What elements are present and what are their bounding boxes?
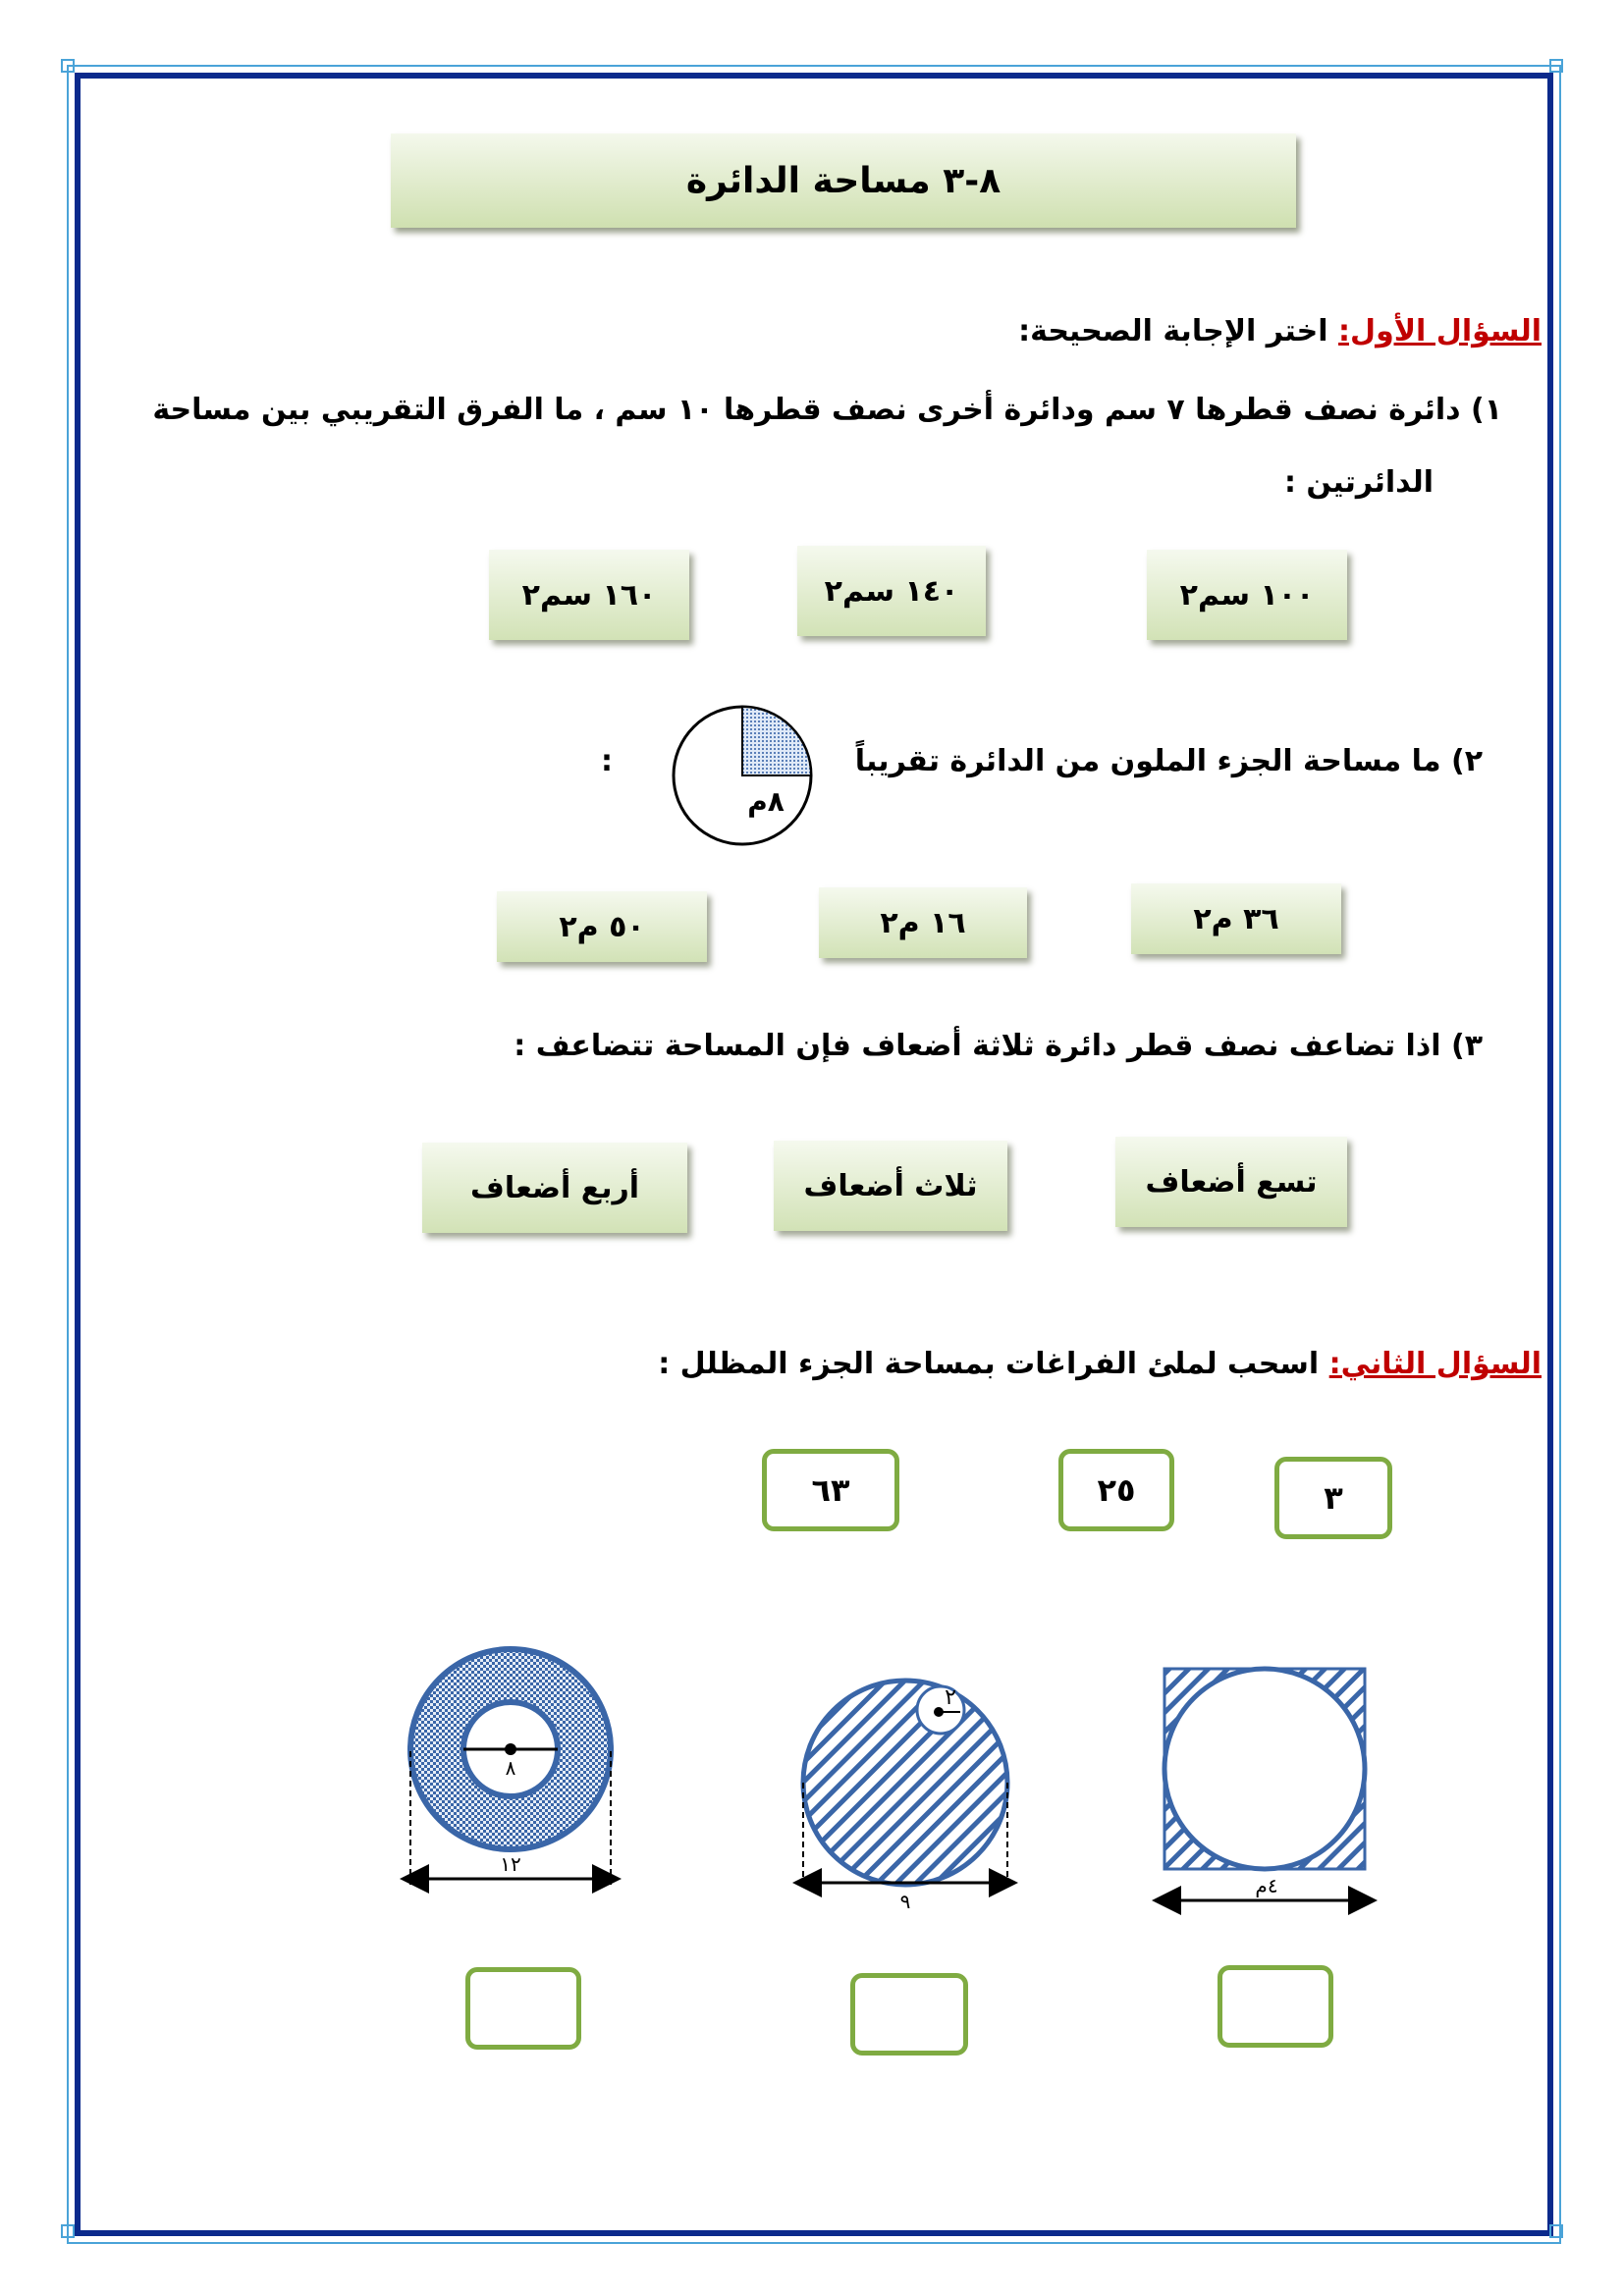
item-2-option-b[interactable]: ١٦ م٢ bbox=[819, 887, 1027, 958]
item-2-option-c[interactable]: ٥٠ م٢ bbox=[497, 891, 707, 962]
item-3-option-c[interactable]: أربع أضعاف bbox=[422, 1143, 687, 1233]
circle-dimension-label: ٩ bbox=[899, 1890, 911, 1913]
corner-ornament bbox=[61, 59, 75, 73]
item-2-option-a[interactable]: ٣٦ م٢ bbox=[1131, 883, 1341, 954]
question-2-header bbox=[658, 1347, 1542, 1381]
ring-dimension-label: ١٢ bbox=[500, 1852, 521, 1876]
item-1-text-cont: الدائرتين : bbox=[1283, 465, 1434, 500]
page-title: ٨-٣ مساحة الدائرة bbox=[685, 160, 1001, 201]
hatched-circle bbox=[803, 1681, 1007, 1885]
inner-diameter-label: ٨ bbox=[505, 1756, 516, 1780]
title-banner bbox=[391, 133, 1296, 228]
item-2-colon: : bbox=[601, 744, 613, 778]
shaded-figures bbox=[0, 1629, 1624, 1944]
answer-box-circle[interactable] bbox=[850, 1973, 968, 2056]
quarter-circle-figure bbox=[664, 697, 821, 854]
answer-box-square[interactable] bbox=[1218, 1965, 1333, 2048]
item-1-option-b[interactable]: ١٤٠ سم٢ bbox=[797, 546, 986, 636]
drag-value-25[interactable]: ٢٥ bbox=[1058, 1449, 1174, 1531]
answer-box-ring[interactable] bbox=[465, 1967, 581, 2050]
corner-ornament bbox=[61, 2224, 75, 2238]
inscribed-circle bbox=[1164, 1669, 1365, 1869]
square-dimension-label: ٤م bbox=[1255, 1874, 1278, 1897]
question-1-label: السؤال الأول: bbox=[1338, 314, 1542, 348]
figure-hatched-circle bbox=[803, 1681, 1007, 1913]
question-2-label: السؤال الثاني: bbox=[1328, 1347, 1542, 1381]
drag-value-63[interactable]: ٦٣ bbox=[762, 1449, 899, 1531]
question-2-instruction: اسحب لملئ الفراغات بمساحة الجزء المظلل : bbox=[658, 1347, 1320, 1381]
question-1-instruction: اختر الإجابة الصحيحة: bbox=[1018, 314, 1328, 348]
small-radius-label: ٢ bbox=[945, 1685, 956, 1710]
item-2-text: ٢) ما مساحة الجزء الملون من الدائرة تقريباً bbox=[854, 744, 1483, 778]
item-3-text: ٣) اذا تضاعف نصف قطر دائرة ثلاثة أضعاف فإن المساحة تتضاعف : bbox=[514, 1029, 1483, 1063]
corner-ornament bbox=[1549, 2224, 1563, 2238]
figure-ring bbox=[410, 1649, 611, 1885]
item-1-option-a[interactable]: ١٠٠ سم٢ bbox=[1147, 550, 1347, 640]
shaded-quarter bbox=[742, 707, 811, 775]
item-3-option-a[interactable]: تسع أضعاف bbox=[1115, 1137, 1347, 1227]
figure-square-circle bbox=[1164, 1669, 1365, 1900]
item-1-option-c[interactable]: ١٦٠ سم٢ bbox=[489, 550, 689, 640]
item-3-option-b[interactable]: ثلاث أضعاف bbox=[774, 1141, 1007, 1231]
corner-ornament bbox=[1549, 59, 1563, 73]
item-1-text: ١) دائرة نصف قطرها ٧ سم ودائرة أخرى نصف قطرها ١٠ سم ، ما الفرق التقريبي بين مساحة bbox=[152, 393, 1502, 427]
ring-center bbox=[505, 1743, 516, 1755]
question-1-header bbox=[1018, 314, 1542, 348]
quarter-circle-label: ٨م bbox=[747, 785, 785, 818]
drag-value-3[interactable]: ٣ bbox=[1274, 1457, 1392, 1539]
